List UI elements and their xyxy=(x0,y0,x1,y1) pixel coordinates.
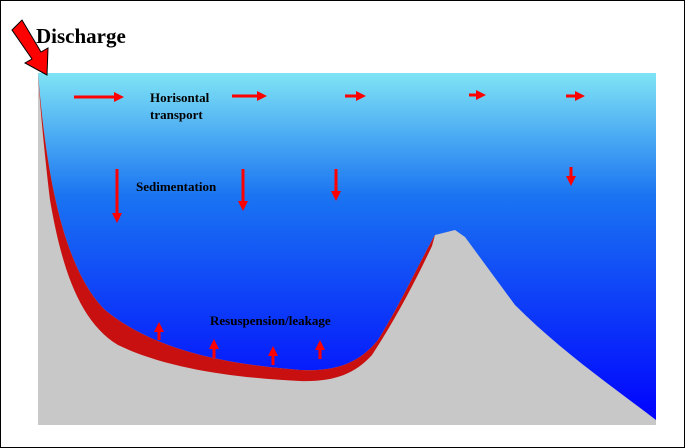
diagram-title: Discharge xyxy=(36,24,126,48)
horizontal-transport-label-line1: Horisontal xyxy=(150,90,210,105)
horizontal-transport-label-line2: transport xyxy=(150,107,203,122)
sedimentation-label: Sedimentation xyxy=(136,179,217,194)
resuspension-label: Resuspension/leakage xyxy=(210,313,331,328)
